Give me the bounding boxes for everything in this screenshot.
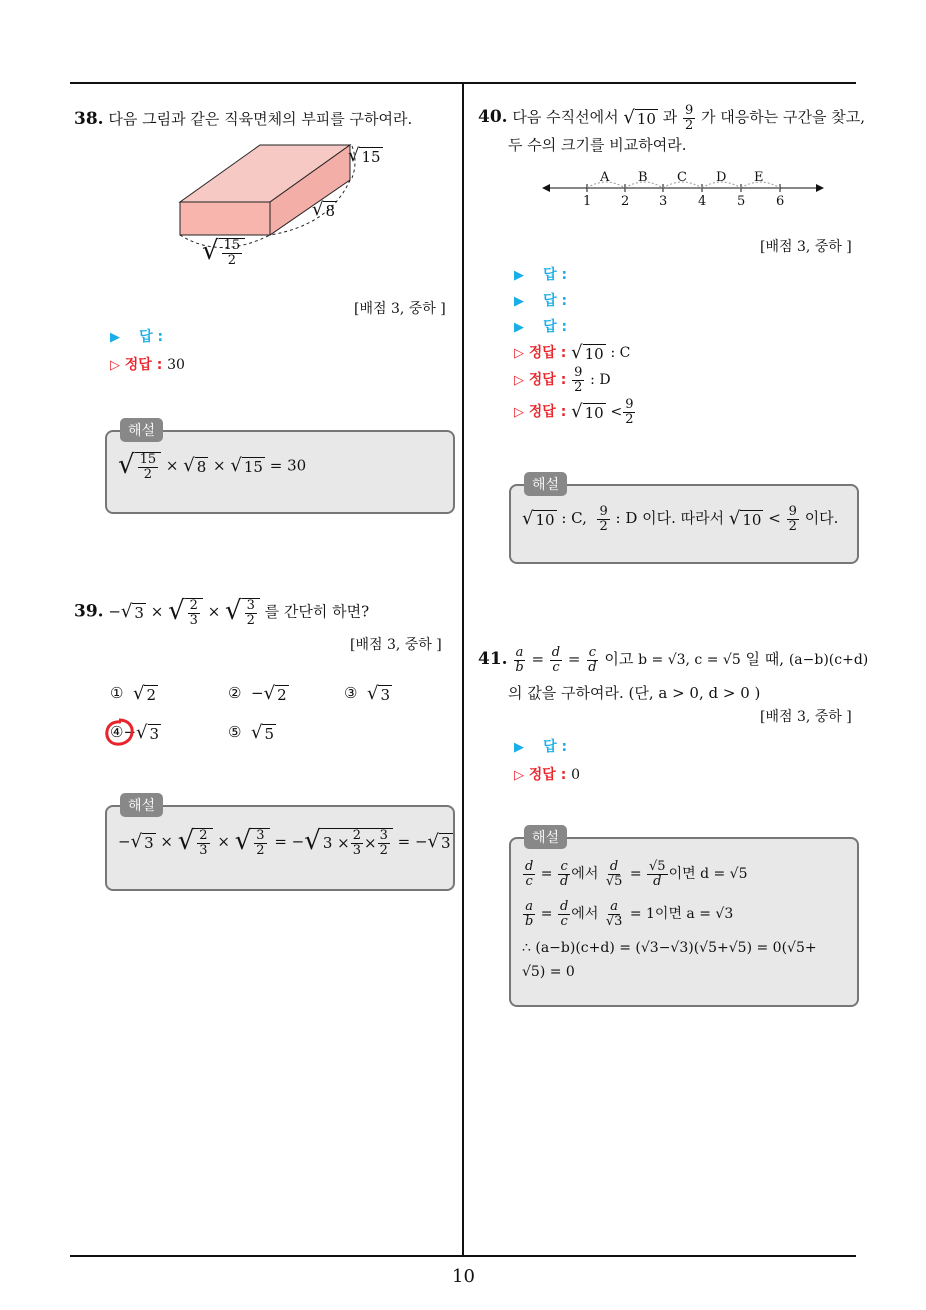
outline-triangle-icon: ▷ — [514, 405, 524, 421]
q39-number: 39. — [74, 601, 104, 622]
q39-question: 39. − √ 3 × √ $\frac{2}{3}$ × √ $\frac{3}{2}$ 를 간단히 하면? — [74, 596, 370, 628]
q38-correct-value: 30 — [167, 357, 185, 373]
q41-explanation-line1: $\frac{d}{c}$ = $\frac{c}{d}$ 에서 $\frac{d}{√5}$ = $\frac{√5}{d}$ 이면 d = √5 — [525, 859, 748, 889]
q41-explanation-line4: √5) = 0 — [522, 964, 575, 980]
q40-score: [배점 3, 중하 ] — [760, 239, 852, 255]
q38-correct-row — [110, 354, 185, 374]
q40-answer-row-3[interactable]: ▶ 답 : — [514, 319, 568, 335]
q38-text: 다음 그림과 같은 직육면체의 부피를 구하여라. — [108, 110, 413, 128]
q41-text-line2: 의 값을 구하여라. (단, a > 0, d > 0 ) — [508, 684, 761, 702]
interval-label-d: D — [716, 170, 727, 185]
q38-dim-width: √ $\frac{15}{2}$ — [202, 238, 245, 267]
column-divider — [462, 84, 464, 1256]
q39-explanation-tag: 해설 — [120, 793, 163, 817]
tick-label-1: 1 — [583, 194, 592, 209]
q41-correct-row: ▷ 정답 : 0 — [514, 767, 581, 783]
play-icon: ▶ — [514, 740, 524, 755]
q38-score: [배점 3, 중하 ] — [354, 301, 446, 317]
q39-explanation: − √ 3 × √ $\frac{2}{3}$ × √ $\frac{3}{2}$ = − √ 3 × $\frac{2}{3}$ × $\frac{3}{2}$ = − √ 3 — [118, 826, 451, 858]
q38-question — [74, 108, 412, 129]
q39-choice-4[interactable]: ④− √ 3 — [110, 721, 160, 743]
interval-label-b: B — [638, 170, 648, 185]
q41-question: 41. $\frac{a}{b}$ = $\frac{d}{c}$ = $\frac{c}{d}$ 이고 b = √3, c = √5 일 때, (a−b)(c+d) — [478, 645, 869, 675]
q41-explanation-line3: ∴ (a−b)(c+d) = (√3−√3)(√5+√5) = 0(√5+ — [522, 940, 817, 956]
q38-answer-label: 답 : — [139, 329, 164, 345]
q40-question: 40. 다음 수직선에서 √ 10 과 $\frac{9}{2}$ 가 대응하는 구간을 찾고, — [478, 103, 866, 133]
tick-label-6: 6 — [776, 194, 785, 209]
q39-choice-3[interactable]: ③ √ 3 — [344, 682, 391, 704]
q41-answer-row[interactable]: ▶ 답 : — [514, 739, 568, 755]
q39-text: 를 간단히 하면? — [264, 602, 370, 621]
q38-explanation-tag: 해설 — [120, 418, 163, 442]
q38-correct-label: 정답 : — [124, 357, 163, 373]
tick-label-5: 5 — [737, 194, 746, 209]
q41-number: 41. — [478, 649, 508, 670]
q41-score: [배점 3, 중하 ] — [760, 709, 852, 725]
q38-dim-height: √ 15 — [348, 144, 381, 166]
q41-explanation-line2: $\frac{a}{b}$ = $\frac{d}{c}$ 에서 $\frac{a}{√3}$ = 1이면 a = √3 — [525, 899, 734, 929]
q41-explanation-tag: 해설 — [524, 825, 567, 849]
q40-correct-row-3: ▷ 정답 : √ 10 < $\frac{9}{2}$ — [514, 397, 634, 427]
outline-triangle-icon: ▷ — [110, 358, 120, 373]
q39-choice-5[interactable]: ⑤ √ 5 — [228, 721, 275, 743]
play-icon: ▶ — [514, 320, 524, 335]
play-icon: ▶ — [110, 330, 120, 345]
q38-explanation: √ $\frac{15}{2}$ × √ 8 × √ 15 = 30 — [118, 450, 307, 482]
q38-dim-depth: √ 8 — [312, 198, 336, 220]
q39-choice-1[interactable]: ① √ 2 — [110, 682, 157, 704]
play-icon: ▶ — [514, 294, 524, 309]
q40-explanation-tag: 해설 — [524, 472, 567, 496]
q40-explanation: √ 10 : C, $\frac{9}{2}$ : D 이다. 따라서 √ 10 < $\frac{9}{2}$ 이다. — [522, 504, 839, 534]
q40-number: 40. — [478, 107, 508, 128]
q40-correct-row-1: ▷ 정답 : √ 10 : C — [514, 341, 631, 363]
q40-answer-row-1[interactable]: ▶ 답 : — [514, 267, 568, 283]
tick-label-2: 2 — [621, 194, 630, 209]
outline-triangle-icon: ▷ — [514, 346, 524, 361]
interval-label-a: A — [600, 170, 610, 185]
play-icon: ▶ — [514, 268, 524, 283]
outline-triangle-icon: ▷ — [514, 768, 524, 783]
q38-answer-row[interactable] — [110, 326, 163, 346]
q40-text-line2: 두 수의 크기를 비교하여라. — [508, 136, 687, 154]
interval-label-c: C — [677, 170, 687, 185]
q38-number: 38. — [74, 109, 104, 129]
tick-label-4: 4 — [698, 194, 707, 209]
q40-correct-row-2: ▷ 정답 : $\frac{9}{2}$ : D — [514, 365, 611, 395]
q40-answer-row-2[interactable]: ▶ 답 : — [514, 293, 568, 309]
outline-triangle-icon: ▷ — [514, 373, 524, 389]
page-number: 10 — [452, 1266, 475, 1287]
q39-choice-2[interactable]: ② − √ 2 — [228, 682, 287, 704]
interval-label-e: E — [754, 170, 764, 185]
bottom-rule — [70, 1255, 856, 1257]
q39-selected-circle-icon — [103, 717, 135, 747]
q39-score: [배점 3, 중하 ] — [350, 637, 442, 653]
tick-label-3: 3 — [659, 194, 668, 209]
